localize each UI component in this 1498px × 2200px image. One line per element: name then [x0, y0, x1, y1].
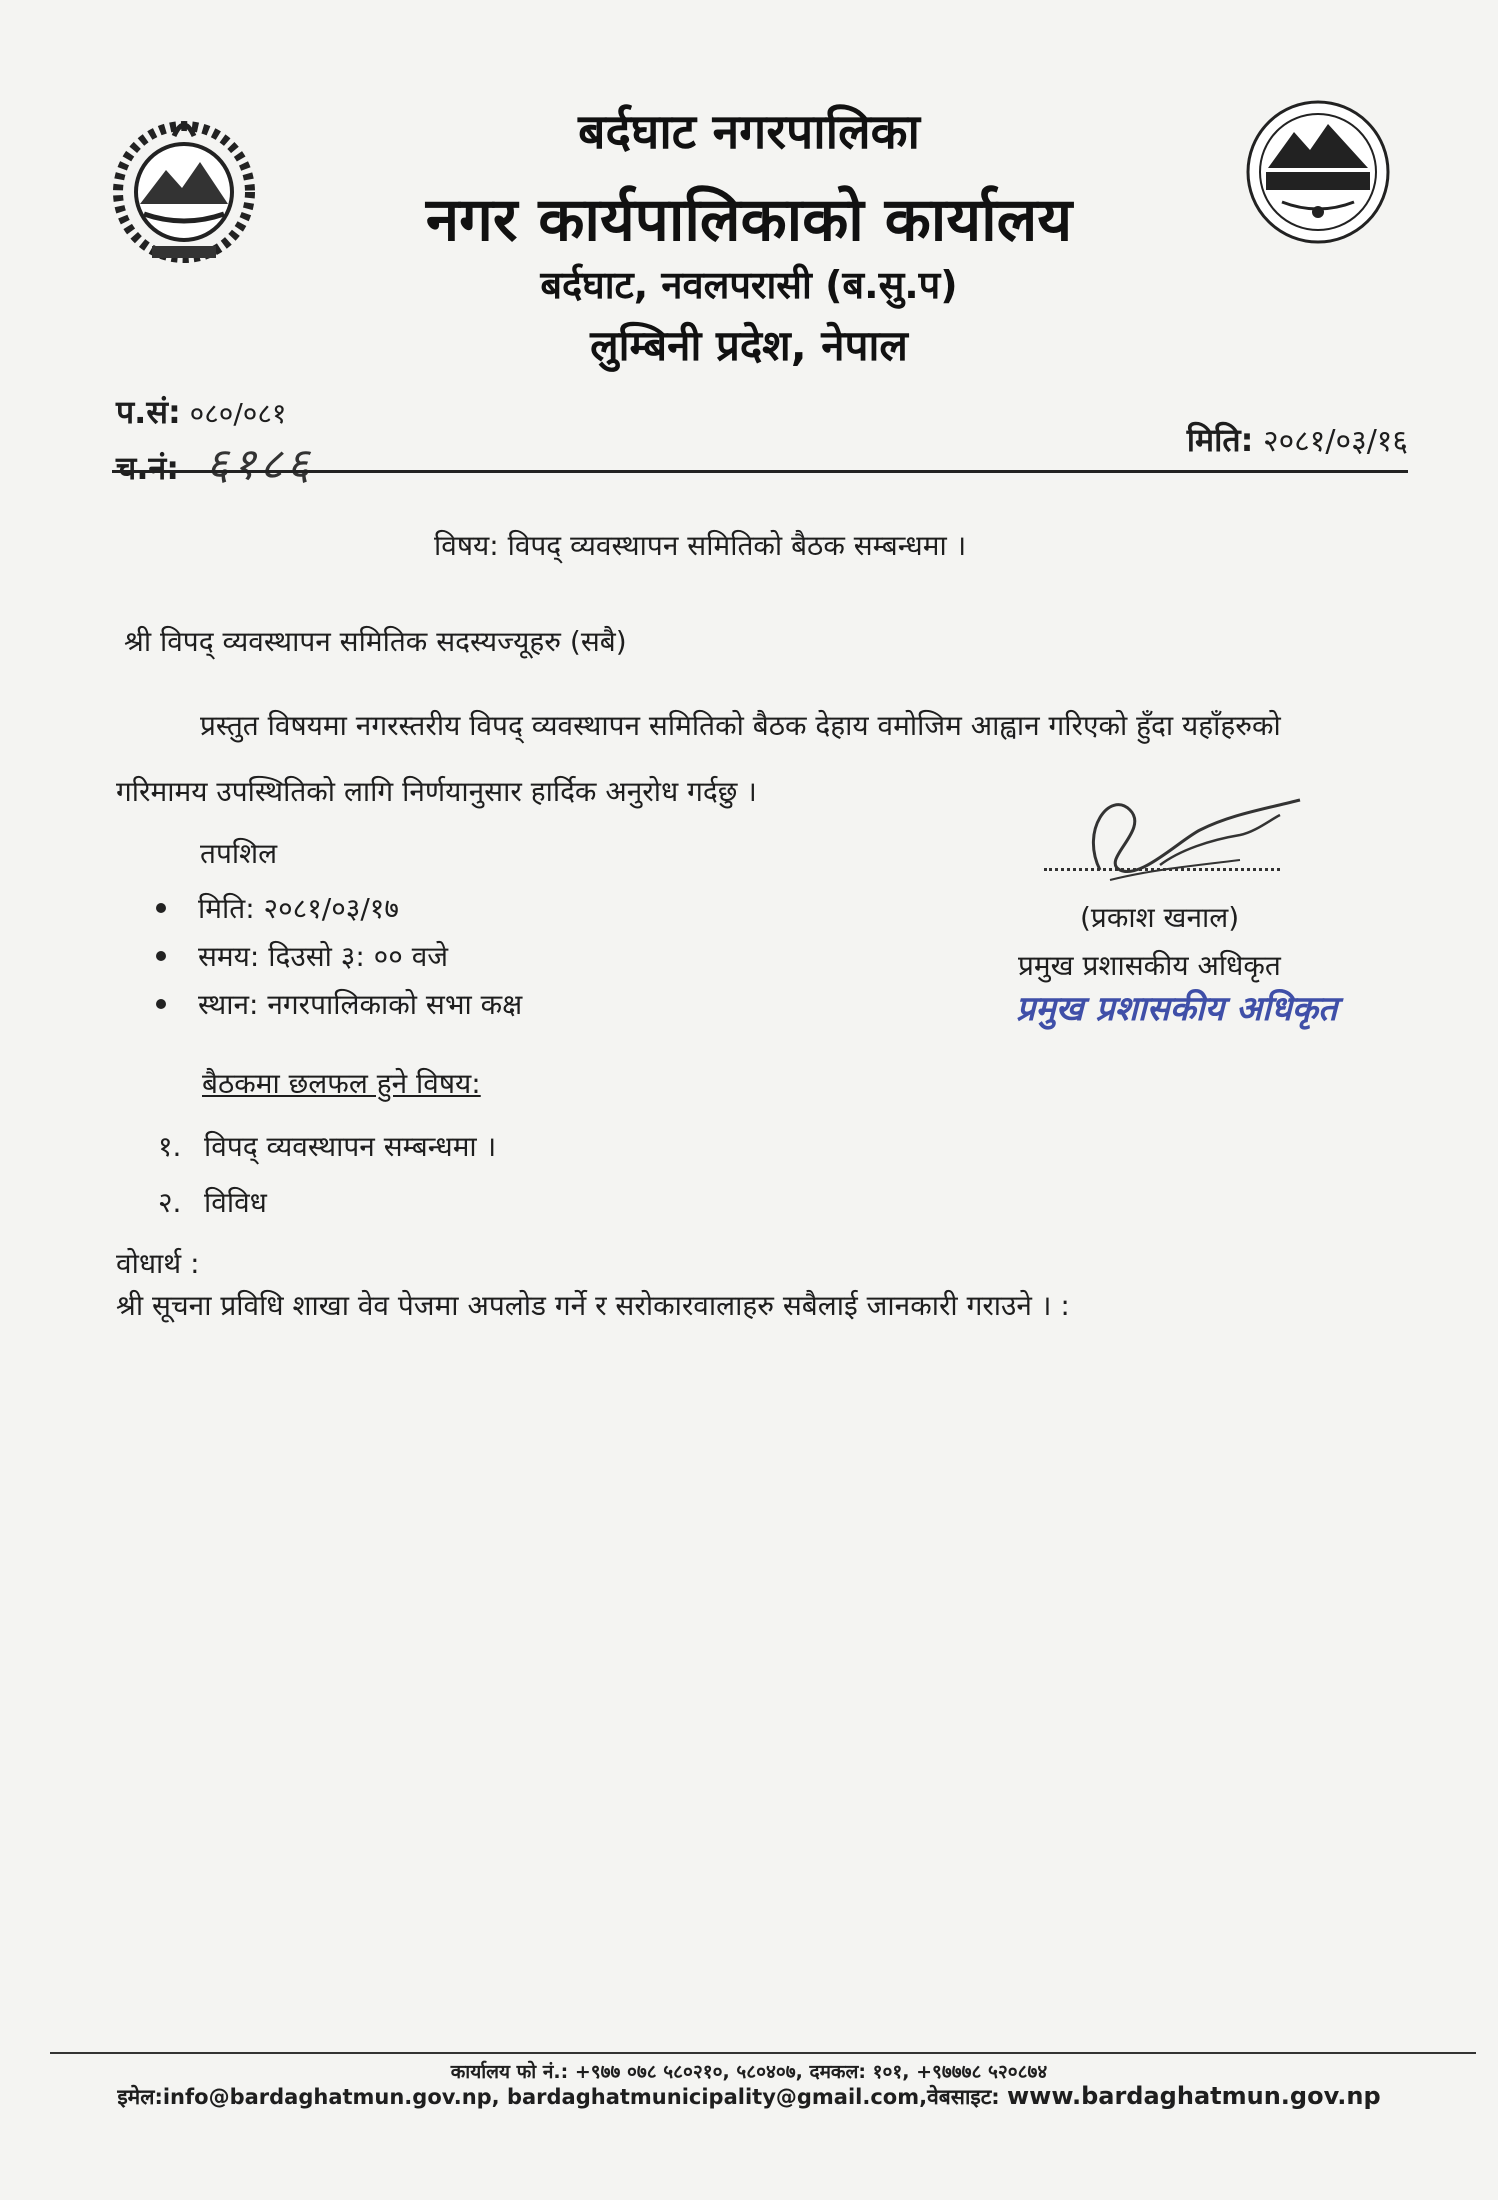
agenda-list — [158, 1118, 496, 1230]
list-item — [158, 1118, 496, 1174]
patra-label: प.सं: — [116, 393, 181, 431]
footer-website[interactable]: www.bardaghatmun.gov.np — [1007, 2082, 1381, 2110]
header-municipality-name: बर्दघाट नगरपालिका — [578, 104, 920, 160]
detail-time: समय: दिउसो ३: ०० वजे — [198, 940, 449, 973]
bullet-icon — [156, 951, 166, 961]
patra-value: ०८०/०८१ — [189, 397, 287, 430]
list-item — [156, 932, 522, 980]
header-divider — [112, 470, 1408, 473]
official-stamp: प्रमुख प्रशासकीय अधिकृत — [1016, 989, 1338, 1029]
signatory-name: (प्रकाश खनाल) — [1080, 901, 1240, 934]
letter-subject: विषय: विपद् व्यवस्थापन समितिको बैठक सम्बन्धमा । — [434, 529, 967, 562]
detail-venue: स्थान: नगरपालिकाको सभा कक्ष — [198, 988, 523, 1021]
header-address: बर्दघाट, नवलपरासी (ब.सु.प) — [540, 263, 958, 307]
chalani-number — [116, 432, 313, 492]
bodhartha-text: श्री सूचना प्रविधि शाखा वेव पेजमा अपलोड गर्ने र सरोकारवालाहरु सबैलाई जानकारी गराउने । : — [116, 1289, 1070, 1322]
header-office-name: नगर कार्यपालिकाको कार्यालय — [425, 185, 1073, 255]
list-item — [156, 884, 522, 932]
email-prefix: इमेल: — [117, 2085, 163, 2109]
agenda-text: विपद् व्यवस्थापन सम्बन्धमा । — [204, 1130, 497, 1163]
signature-icon — [1040, 770, 1320, 900]
footer-phone: कार्यालय फो नं.: +९७७ ०७८ ५८०२१०, ५८०४०७, दमकल: १०१, +९७७७८ ५२०८७४ — [450, 2061, 1048, 2083]
letter-date — [1187, 418, 1408, 461]
header-province: लुम्बिनी प्रदेश, नेपाल — [590, 321, 908, 370]
footer-divider — [50, 2052, 1476, 2054]
patra-sankhya — [116, 390, 286, 433]
body-paragraph-line1: प्रस्तुत विषयमा नगरस्तरीय विपद् व्यवस्थापन समितिको बैठक देहाय वमोजिम आह्वान गरिएको हुँदा यहाँहरुको — [200, 709, 1281, 742]
bodhartha-label: वोधार्थ : — [116, 1247, 200, 1280]
chalani-value: ६१८६ — [205, 439, 314, 490]
agenda-number: २. — [158, 1186, 182, 1219]
footer-email[interactable]: info@bardaghatmun.gov.np, bardaghatmunicipality@gmail.com, — [162, 2085, 928, 2109]
list-item — [158, 1174, 496, 1230]
signature-line — [1044, 868, 1280, 871]
date-value: २०८१/०३/१६ — [1262, 424, 1408, 459]
agenda-text: विविध — [204, 1186, 267, 1219]
chalani-label: च.नं: — [116, 449, 180, 487]
footer-contact — [0, 2082, 1498, 2111]
bullet-icon — [156, 903, 166, 913]
meeting-details-list — [156, 884, 522, 1028]
agenda-number: १. — [158, 1130, 182, 1163]
date-label: मिति: — [1186, 421, 1254, 459]
details-heading: तपशिल — [200, 837, 278, 870]
signatory-title: प्रमुख प्रशासकीय अधिकृत — [1018, 949, 1281, 982]
web-prefix: वेबसाइट: — [927, 2085, 1000, 2109]
list-item — [156, 980, 522, 1028]
detail-date: मिति: २०८१/०३/१७ — [198, 892, 399, 925]
bullet-icon — [156, 999, 166, 1009]
body-paragraph-line2: गरिमामय उपस्थितिको लागि निर्णयानुसार हार्दिक अनुरोध गर्दछु । — [116, 775, 757, 808]
agenda-heading: बैठकमा छलफल हुने विषय: — [202, 1067, 481, 1100]
letter-addressee: श्री विपद् व्यवस्थापन समितिक सदस्यज्यूहरु (सबै) — [124, 625, 627, 658]
